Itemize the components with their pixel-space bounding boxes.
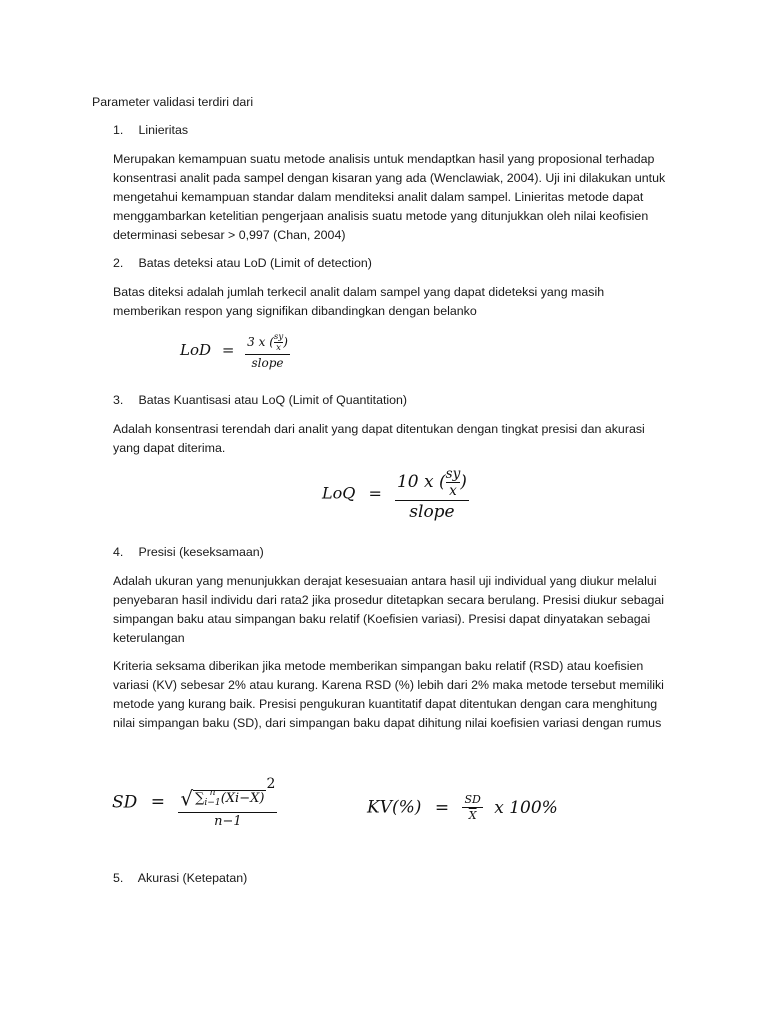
sy-text: sy [273, 332, 284, 342]
equals-sign: = [221, 341, 235, 359]
lod-denominator: slope [245, 354, 290, 370]
kv-numerator: SD [464, 793, 481, 806]
section-number: 5. [113, 871, 124, 885]
sum-symbol: ∑ [195, 791, 205, 806]
lod-coefficient: 3 x ( [247, 335, 274, 349]
section-number: 3. [113, 393, 124, 407]
formula-kv [367, 793, 558, 822]
exponent: 2 [266, 776, 276, 792]
equals-sign: = [150, 792, 165, 813]
loq-numerator [395, 466, 469, 500]
formula-lod [180, 332, 290, 370]
equals-sign: = [434, 797, 450, 818]
kv-tail: x 100% [494, 797, 558, 818]
loq-denominator: slope [395, 500, 469, 522]
formula-lhs: SD [112, 792, 138, 813]
sy-text: sy [445, 466, 461, 482]
formula-lhs: LoQ [322, 483, 356, 503]
section-title: Batas Kuantisasi atau LoQ (Limit of Quantitation) [138, 393, 408, 407]
loq-coefficient: 10 x ( [396, 472, 446, 492]
section-title: Linieritas [138, 123, 189, 137]
loq-fraction [395, 466, 469, 522]
sd-denominator: n−1 [178, 812, 277, 829]
section-heading-lod [113, 254, 372, 273]
section-title: Akurasi (Ketepatan) [137, 871, 248, 885]
section-number: 2. [113, 256, 124, 270]
lod-fraction [245, 332, 290, 370]
formula-loq [322, 466, 469, 522]
sum-limits [204, 789, 220, 807]
kv-fraction [462, 793, 482, 822]
kv-denominator: X [462, 807, 482, 822]
x-bar: $\overline{X}$ [250, 791, 260, 806]
section-heading-linieritas [113, 121, 188, 140]
sum-lower: i−1 [204, 797, 221, 808]
sqrt-icon: √ [180, 786, 194, 811]
formula-lhs: KV(%) [367, 797, 422, 818]
sd-term: (Xi− [220, 791, 251, 806]
section-title: Presisi (keseksamaan) [138, 545, 264, 559]
x-text: x [274, 342, 283, 353]
paragraph-loq: Adalah konsentrasi terendah dari analit yang dapat ditentukan dengan tingkat presisi dan akurasi yang dapat diterima. [113, 422, 645, 455]
section-heading-loq [113, 391, 407, 410]
sd-fraction [178, 776, 277, 829]
section-number: 4. [113, 545, 124, 559]
equals-sign: = [368, 483, 382, 503]
close-paren: ) [259, 791, 265, 806]
section-title: Batas deteksi atau LoD (Limit of detection) [138, 256, 372, 270]
intro-text: Parameter validasi terdiri dari [92, 95, 254, 109]
paragraph-linieritas: Merupakan kemampuan suatu metode analisis untuk mendaptkan hasil yang proposional terhadap konsentrasi analit pada sampel dengan kisaran yang ada (Wenclawiak, 2004). Uji ini dilakukan untuk mengetahui kemampuan standar dalam menditeksi analit dalam sampel. Linieritas metode dapat menggambarkan ketelitian pengerjaan analisis suatu metode yang ditunjukkan oleh nilai keofisien determinasi sebesar > 0,997 (Chan, 2004) [113, 152, 666, 242]
formula-sd [112, 776, 277, 829]
section-heading-presisi [113, 543, 264, 562]
paragraph-presisi-2: Kriteria seksama diberikan jika metode memberikan simpangan baku relatif (RSD) atau koefisien variasi (KV) sebesar 2% atau kurang. Karena RSD (%) lebih dari 2% maka metode tersebut memiliki metode yang kurang baik. Presisi pengukuran kuantitatif dapat ditentukan dengan cara menghitung nilai simpangan baku (SD), dari simpangan baku dapat dihitung nilai koefisien variasi dengan rumus [113, 659, 664, 730]
sy-over-x [446, 466, 461, 499]
section-heading-akurasi [113, 869, 247, 888]
close-paren: ) [283, 335, 288, 349]
close-paren: ) [460, 472, 467, 492]
lod-numerator [245, 332, 290, 354]
sd-numerator [178, 776, 277, 812]
sqrt-body [193, 790, 266, 806]
paragraph-lod: Batas diteksi adalah jumlah terkecil analit dalam sampel yang dapat dideteksi yang masih memberikan respon yang signifikan dibandingkan dengan belanko [113, 285, 605, 318]
sum-upper: n [209, 788, 216, 799]
sy-over-x [274, 332, 283, 353]
x-text: x [446, 482, 461, 499]
paragraph-presisi-1: Adalah ukuran yang menunjukkan derajat kesesuaian antara hasil uji individual yang diukur melalui penyebaran hasil individu dari rata2 jika prosedur ditetapkan secara berulang. Presisi diukur sebagai simpangan baku atau simpangan baku relatif (Koefisien variasi). Presisi dapat dinyatakan sebagai keterulangan [113, 574, 665, 645]
formula-lhs: LoD [180, 341, 212, 359]
section-number: 1. [113, 123, 124, 137]
